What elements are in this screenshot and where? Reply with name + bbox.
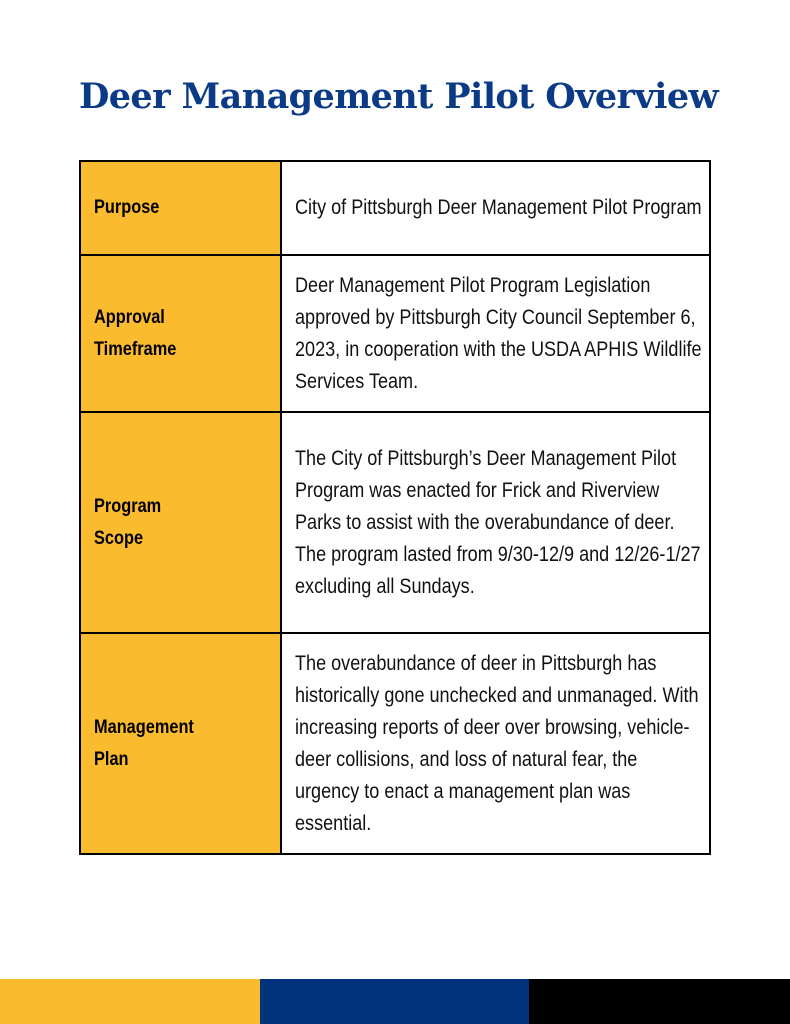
row-label: Program Scope	[94, 495, 162, 549]
footer-blue-segment	[260, 979, 529, 1024]
label-cell	[80, 255, 281, 412]
overview-table	[79, 160, 711, 855]
value-cell	[281, 255, 710, 412]
table-row-approval-timeframe	[80, 255, 710, 412]
label-cell	[80, 161, 281, 255]
value-cell	[281, 161, 710, 255]
footer-color-bar	[0, 979, 790, 1024]
row-label: Management Plan	[94, 716, 194, 770]
row-value: City of Pittsburgh Deer Management Pilot Program	[295, 196, 702, 219]
label-cell	[80, 633, 281, 854]
value-cell	[281, 412, 710, 633]
value-cell	[281, 633, 710, 854]
row-value: The City of Pittsburgh’s Deer Management Pilot Program was enacted for Frick and Riverview Parks to assist with the overabundance of deer. The program lasted from 9/30-12/9 and 12/26-1/27 excluding all Sundays.	[295, 446, 701, 598]
footer-gold-segment	[0, 979, 260, 1024]
table-row-program-scope	[80, 412, 710, 633]
table-row-purpose	[80, 161, 710, 255]
table-row-management-plan	[80, 633, 710, 854]
row-label: Approval Timeframe	[94, 306, 177, 360]
row-label: Purpose	[94, 197, 160, 218]
row-value: Deer Management Pilot Program Legislation approved by Pittsburgh City Council September 6, 2023, in cooperation with the USDA APHIS Wildlife Services Team.	[295, 273, 702, 393]
label-cell	[80, 412, 281, 633]
page-title: Deer Management Pilot Overview	[79, 76, 719, 117]
footer-black-segment	[529, 979, 790, 1024]
row-value: The overabundance of deer in Pittsburgh has historically gone unchecked and unmanaged. With increasing reports of deer over browsing, vehicle-deer collisions, and loss of natural fear, the urgency to enact a management plan was essential.	[295, 651, 699, 835]
